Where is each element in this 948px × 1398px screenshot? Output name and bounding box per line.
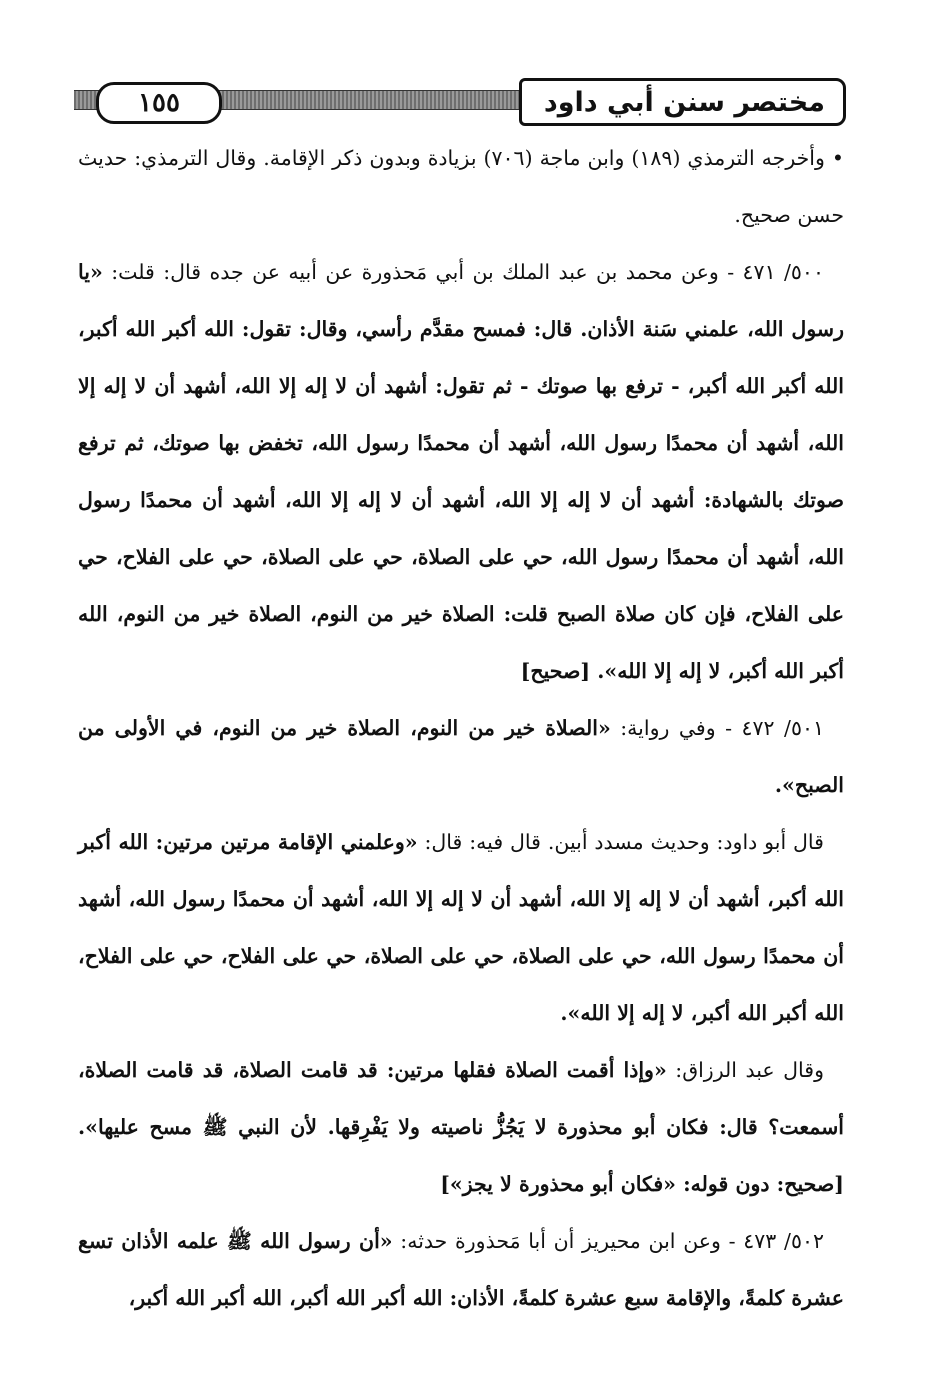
paragraph-abu-dawud [78,814,844,1042]
hadith-text: «الصلاة خير من النوم، الصلاة خير من النوم، في الأولى من الصبح». [78,716,844,797]
book-title: مختصر سنن أبي داود [519,78,846,126]
page-body [78,130,844,1327]
hadith-text: «وعلمني الإقامة مرتين مرتين: الله أكبر الله أكبر، أشهد أن لا إله إلا الله، أشهد أن لا إله إلا الله، أشهد أن محمدًا رسول الله، أشهد أن محمدًا رسول الله، حي على الصلاة، حي على الصلاة، حي على الفلاح، حي على الفلاح، الله أكبر الله أكبر، لا إله إلا الله». [78,830,844,1025]
page-number: ١٥٥ [96,82,222,124]
hadith-lead: ٥٠٢/ ٤٧٣ - وعن ابن محيريز أن أبا مَحذورة حدثه: [400,1229,824,1253]
paragraph-text: • وأخرجه الترمذي (١٨٩) وابن ماجة (٧٠٦) بزيادة وبدون ذكر الإقامة. وقال الترمذي: حديث حسن صحيح. [78,146,845,227]
hadith-text: «وإذا أقمت الصلاة فقلها مرتين: قد قامت الصلاة، قد قامت الصلاة، أسمعت؟ قال: فكان أبو محذورة لا يَجُزُّ ناصيته ولا يَفْرِقها. لأن النبي ﷺ مسح عليها». [صحيح: دون قوله: «فكان أبو محذورة لا يجز»] [78,1058,844,1196]
hadith-text: «يا رسول الله، علمني سَنة الأذان. قال: فمسح مقدَّم رأسي، وقال: تقول: الله أكبر الله أكبر، الله أكبر الله أكبر، - ترفع بها صوتك - ثم تقول: أشهد أن لا إله إلا الله، أشهد أن لا إله إلا الله، أشهد أن محمدًا رسول الله، أشهد أن محمدًا رسول الله، تخفض بها صوتك، ثم ترفع صوتك بالشهادة: أشهد أن لا إله إلا الله، أشهد أن لا إله إلا الله، أشهد أن محمدًا رسول الله، أشهد أن محمدًا رسول الله، حي على الصلاة، حي على الصلاة، حي على الفلاح، حي على الفلاح، فإن كان صلاة الصبح قلت: الصلاة خير من النوم، الصلاة خير من النوم، الله أكبر الله أكبر، لا إله إلا الله». [صحيح] [78,260,844,683]
paragraph-abdul-razzaq [78,1042,844,1213]
hadith-text: «أن رسول الله ﷺ علمه الأذان تسع عشرة كلمةً، والإقامة سبع عشرة كلمةً، الأذان: الله أكبر الله أكبر، الله أكبر الله أكبر، [78,1229,844,1310]
hadith-lead: قال أبو داود: وحديث مسدد أبين. قال فيه: قال: [424,830,824,854]
hadith-lead: وقال عبد الرزاق: [675,1058,824,1082]
hadith-lead: ٥٠٠/ ٤٧١ - وعن محمد بن عبد الملك بن أبي مَحذورة عن أبيه عن جده قال: قلت: [111,260,824,284]
hadith-lead: ٥٠١/ ٤٧٢ - وفي رواية: [620,716,824,740]
paragraph-hadith-500 [78,244,844,700]
paragraph-hadith-502 [78,1213,844,1327]
paragraph-hadith-501 [78,700,844,814]
paragraph-takhrij [78,130,844,244]
page-header [74,78,846,124]
